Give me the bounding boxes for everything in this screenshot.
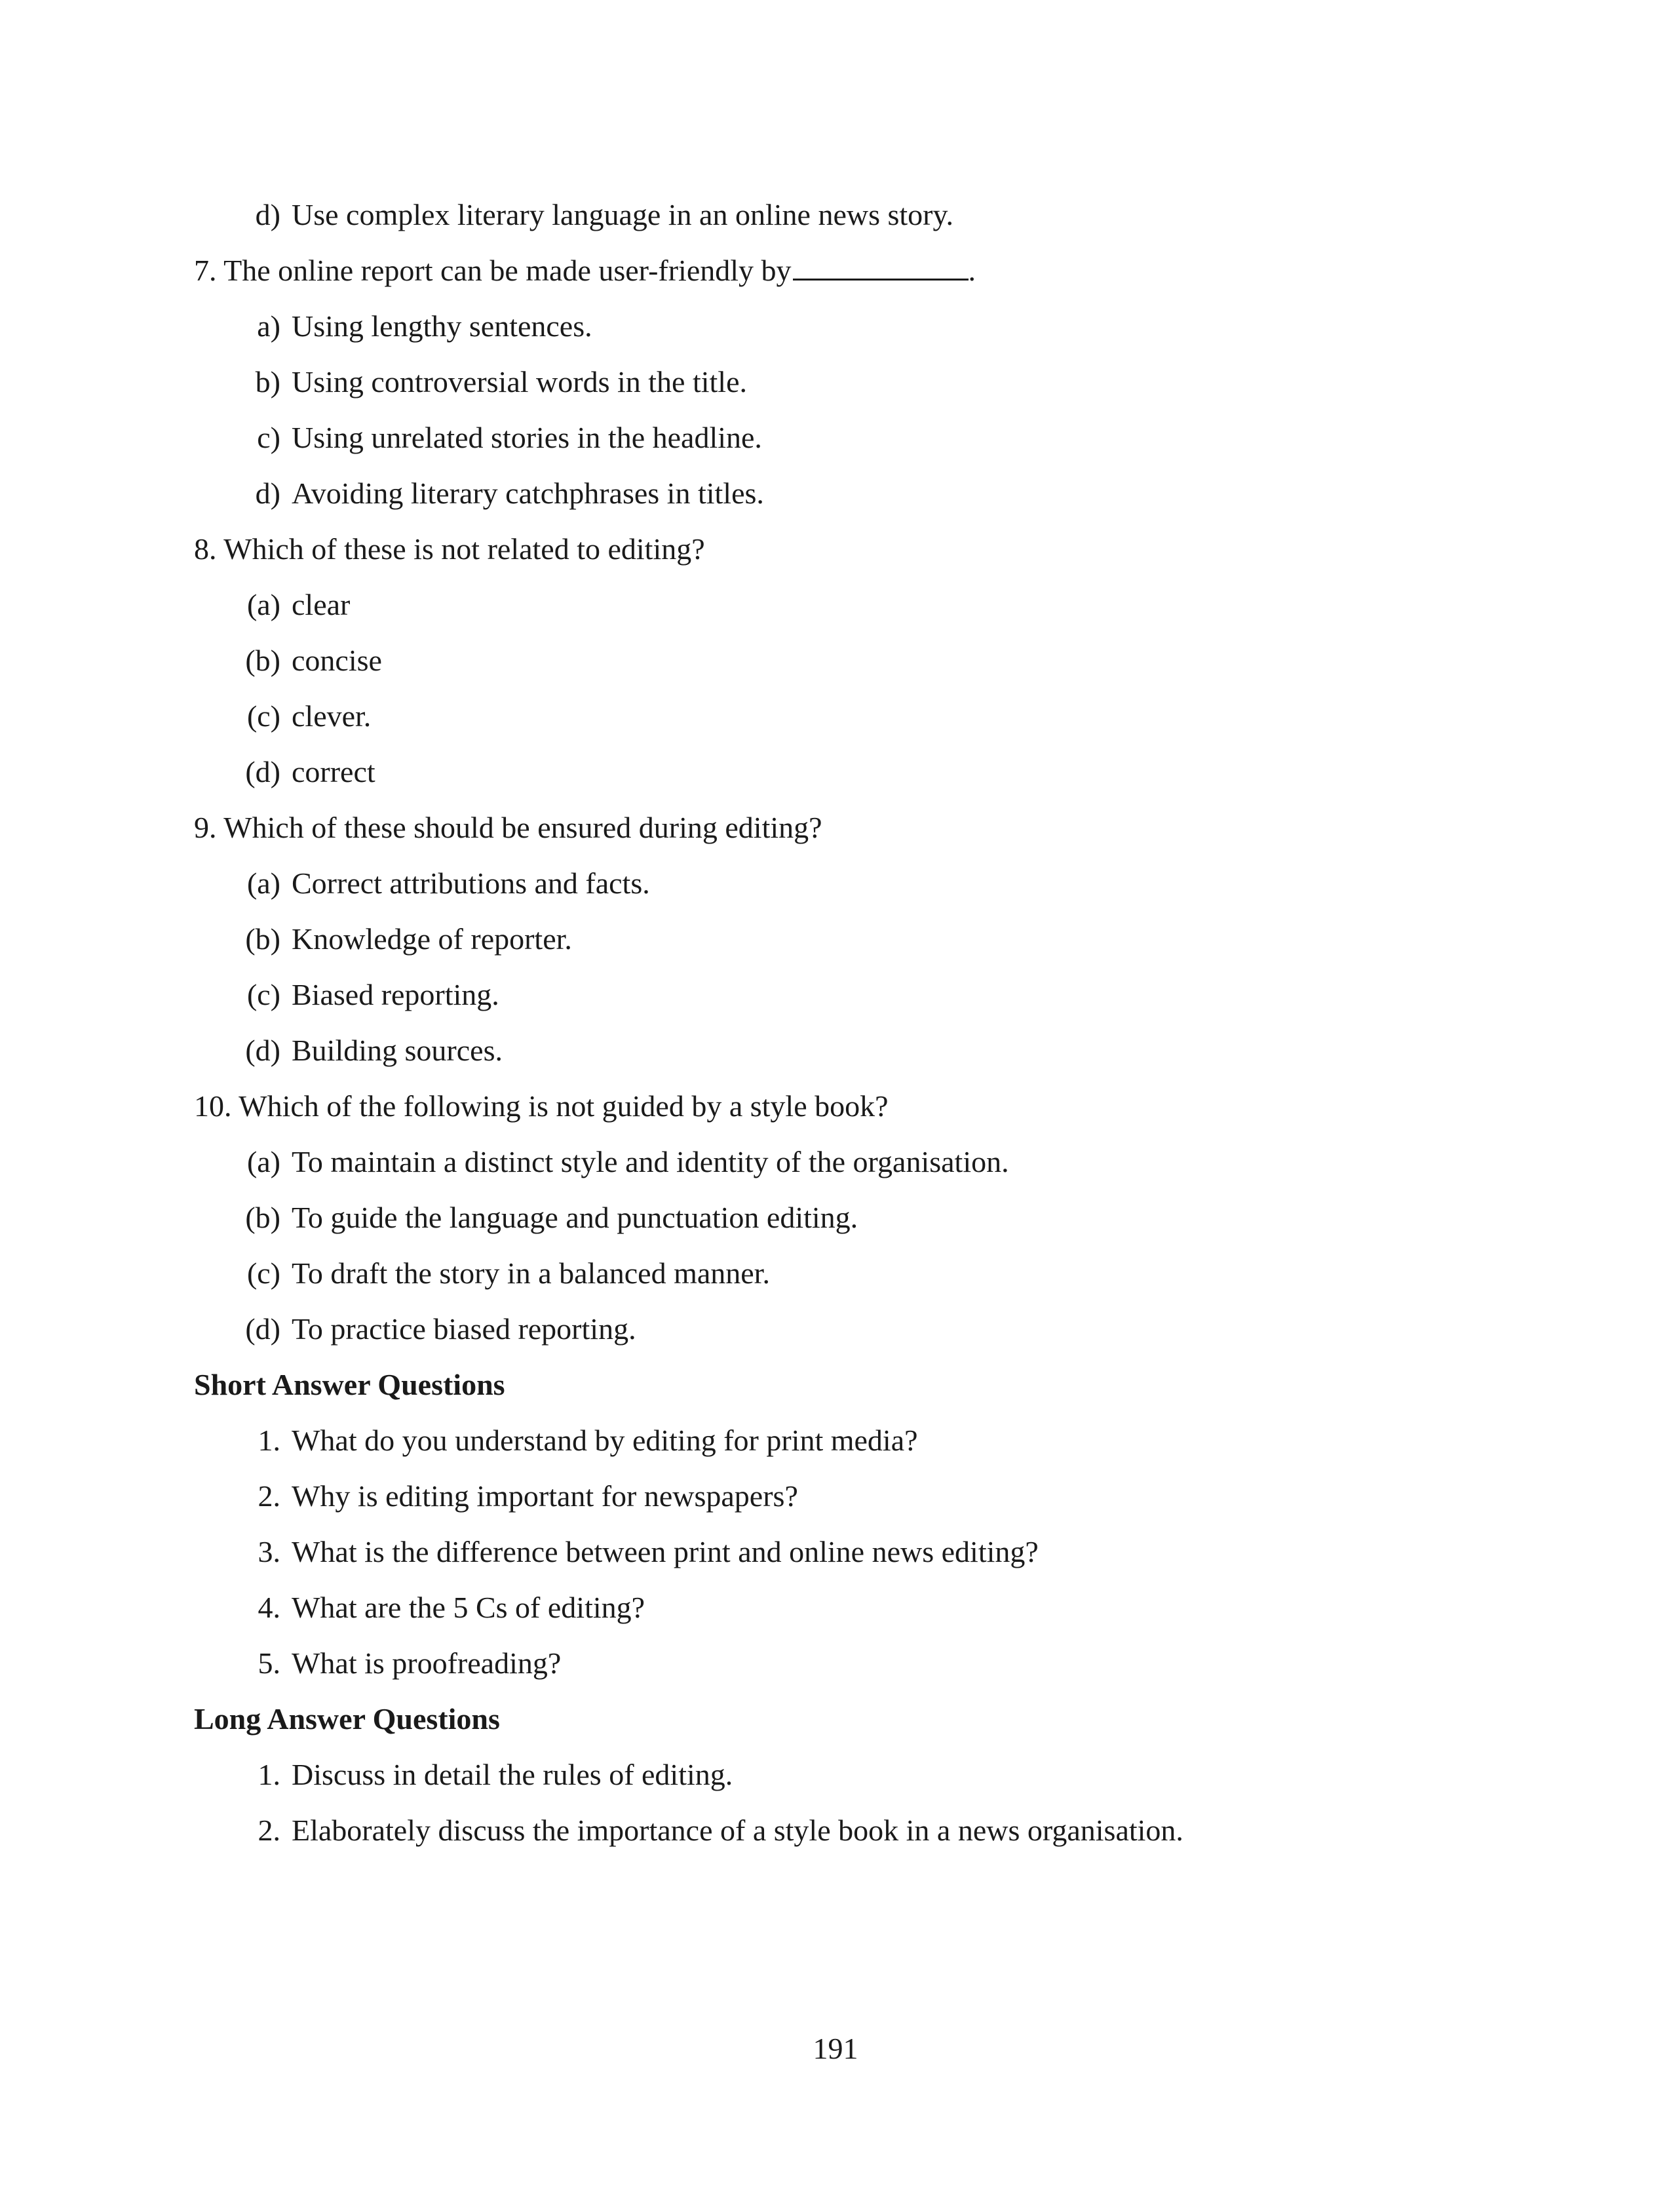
option-marker: (a) <box>246 1145 280 1178</box>
list-item: What do you understand by editing for print media? <box>292 1424 918 1457</box>
list-item: Discuss in detail the rules of editing. <box>292 1758 733 1791</box>
option-marker: (d) <box>245 755 280 788</box>
list-item: Elaborately discuss the importance of a style book in a news organisation. <box>292 1814 1183 1847</box>
option-text: Using lengthy sentences. <box>292 309 592 343</box>
option-text: Avoiding literary catchphrases in titles. <box>292 476 764 510</box>
option-marker: (c) <box>246 1256 280 1290</box>
option-marker: a) <box>257 309 280 343</box>
option-marker: (b) <box>245 922 280 956</box>
option-text: clear <box>292 588 351 621</box>
option-marker: b) <box>255 365 280 398</box>
list-marker: 4. <box>258 1591 280 1624</box>
question-text: 7. The online report can be made user-friendly by <box>194 254 792 287</box>
option-marker: (b) <box>245 644 280 677</box>
option-text: clever. <box>292 699 372 733</box>
section-heading-long-answer: Long Answer Questions <box>194 1702 500 1736</box>
option-text: Biased reporting. <box>292 978 499 1011</box>
option-text: concise <box>292 644 382 677</box>
list-marker: 2. <box>258 1814 280 1847</box>
list-item: What are the 5 Cs of editing? <box>292 1591 645 1624</box>
list-item: What is the difference between print and online news editing? <box>292 1535 1039 1568</box>
list-marker: 3. <box>258 1535 280 1568</box>
fill-in-blank <box>793 252 969 281</box>
option-text: To guide the language and punctuation editing. <box>292 1201 858 1234</box>
option-text: Using controversial words in the title. <box>292 365 747 398</box>
option-marker: (d) <box>245 1312 280 1346</box>
list-marker: 2. <box>258 1479 280 1513</box>
list-marker: 1. <box>258 1758 280 1791</box>
option-marker: (a) <box>246 588 280 621</box>
question-10: 10. Which of the following is not guided by a style book? <box>194 1089 889 1123</box>
option-marker: (c) <box>246 978 280 1011</box>
list-marker: 5. <box>258 1646 280 1680</box>
option-text: To practice biased reporting. <box>292 1312 636 1346</box>
option-marker: (d) <box>245 1034 280 1067</box>
list-marker: 1. <box>258 1424 280 1457</box>
option-marker: (a) <box>246 866 280 900</box>
question-7 <box>194 252 976 289</box>
question-text-end: . <box>968 254 976 287</box>
option-marker: d) <box>255 198 280 231</box>
option-text: To draft the story in a balanced manner. <box>292 1256 770 1290</box>
option-text: correct <box>292 755 375 788</box>
option-marker: (b) <box>245 1201 280 1234</box>
question-9: 9. Which of these should be ensured during editing? <box>194 811 822 844</box>
option-text: Building sources. <box>292 1034 503 1067</box>
option-text: Use complex literary language in an online news story. <box>292 198 954 231</box>
option-marker: c) <box>257 421 280 454</box>
list-item: Why is editing important for newspapers? <box>292 1479 798 1513</box>
option-marker: (c) <box>246 699 280 733</box>
list-item: What is proofreading? <box>292 1646 562 1680</box>
option-marker: d) <box>255 476 280 510</box>
section-heading-short-answer: Short Answer Questions <box>194 1368 505 1401</box>
option-text: To maintain a distinct style and identity of the organisation. <box>292 1145 1009 1178</box>
option-text: Using unrelated stories in the headline. <box>292 421 762 454</box>
option-text: Knowledge of reporter. <box>292 922 572 956</box>
option-text: Correct attributions and facts. <box>292 866 650 900</box>
page-number: 191 <box>813 2032 858 2065</box>
question-8: 8. Which of these is not related to editing? <box>194 532 705 566</box>
